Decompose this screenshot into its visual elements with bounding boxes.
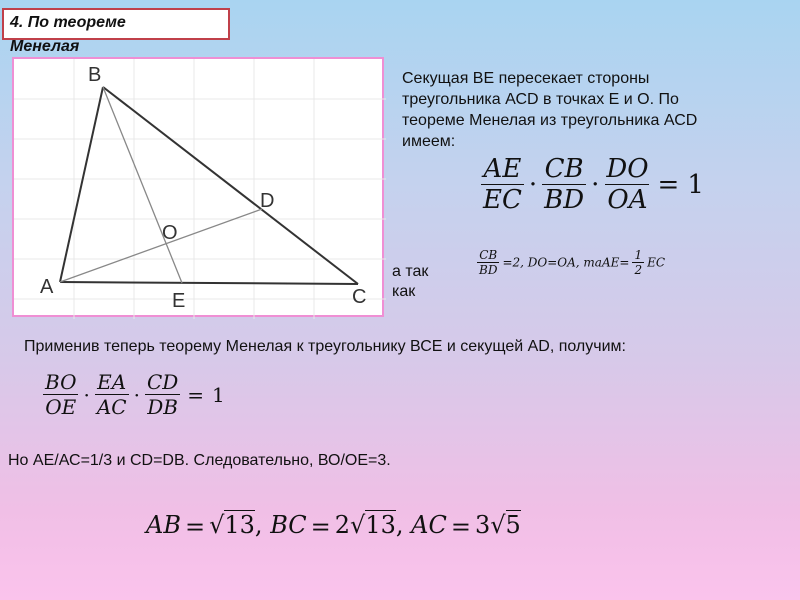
side-bc-coef: 2 xyxy=(334,511,351,539)
side-bc: BC xyxy=(270,511,307,539)
side-ac-coef: 3 xyxy=(474,511,491,539)
label-a: A xyxy=(40,276,54,298)
title-line2: Менелая xyxy=(10,38,80,55)
grid xyxy=(14,59,386,319)
formula1-rhs: 1 xyxy=(687,169,704,200)
also-note xyxy=(392,262,428,302)
slide-title xyxy=(2,8,230,55)
menelaus-formula-acd: $\frac{AE}{EC}$ · $\frac{CB}{BD}$ · $\frac{DO}{OA}$ = 1 xyxy=(483,154,704,215)
fraction-half: $\frac{1}{2}$ xyxy=(634,248,643,277)
conclusion-text: Но АЕ/АС=1/3 и СD=DB. Следовательно, ВО/ОЕ=3. xyxy=(8,452,391,469)
given-conditions-ec: EC xyxy=(647,255,666,270)
paragraph-secant-line2: треугольника АСD в точках Е и О. По xyxy=(402,91,679,108)
fraction-ea-ac: $\frac{EA}{AC}$ xyxy=(96,370,127,419)
paragraph-secant-line4: имеем: xyxy=(402,133,456,150)
fraction-cb-bd: $\frac{CB}{BD}$ xyxy=(544,154,585,215)
label-o: O xyxy=(162,222,178,244)
paragraph-secant-line3: теореме Менелая из треугольника АСD xyxy=(402,112,698,129)
side-ab-value: 13 xyxy=(224,511,255,539)
fraction-ae-ec: $\frac{AE}{EC}$ xyxy=(483,154,522,215)
fraction-cd-db: $\frac{CD}{DB}$ xyxy=(146,370,179,419)
fraction-bo-oe: $\frac{BO}{OE}$ xyxy=(45,370,77,419)
title-line1: 4. По теореме xyxy=(10,14,126,31)
given-conditions-text: =2, DO=OA, таAE= xyxy=(502,255,630,270)
triangle-figure xyxy=(12,57,384,317)
side-ac-value: 5 xyxy=(505,511,521,539)
side-bc-value: 13 xyxy=(365,511,396,539)
vertex-labels xyxy=(40,64,366,312)
paragraph-secant-line1: Секущая ВЕ пересекает стороны xyxy=(402,70,650,87)
label-e: E xyxy=(172,290,186,312)
label-b: B xyxy=(88,64,102,86)
paragraph-apply: Применив теперь теорему Менелая к треугольнику ВСЕ и секущей АD, получим: xyxy=(24,338,626,355)
also-line1: а так xyxy=(392,263,429,280)
label-c: C xyxy=(352,286,367,308)
paragraph-secant xyxy=(402,68,697,152)
triangle-diagram xyxy=(14,59,386,319)
fraction-do-oa: $\frac{DO}{OA}$ xyxy=(606,154,649,215)
menelaus-formula-bce: $\frac{BO}{OE}$ · $\frac{EA}{AC}$ · $\frac{CD}{DB}$ = 1 xyxy=(45,370,225,419)
side-lengths-formula: AB = √13, BC = 2√13, AC = 3√5 xyxy=(146,511,521,541)
given-conditions-formula xyxy=(474,248,665,277)
triangle-sides xyxy=(60,87,358,284)
also-line2: как xyxy=(392,283,416,300)
label-d: D xyxy=(260,190,275,212)
cevians xyxy=(60,87,262,283)
fraction-cb-bd-small: $\frac{CB}{BD}$ xyxy=(479,248,498,277)
formula3-rhs: 1 xyxy=(212,382,225,407)
side-ac: AC xyxy=(411,511,447,539)
side-ab: AB xyxy=(146,511,181,539)
